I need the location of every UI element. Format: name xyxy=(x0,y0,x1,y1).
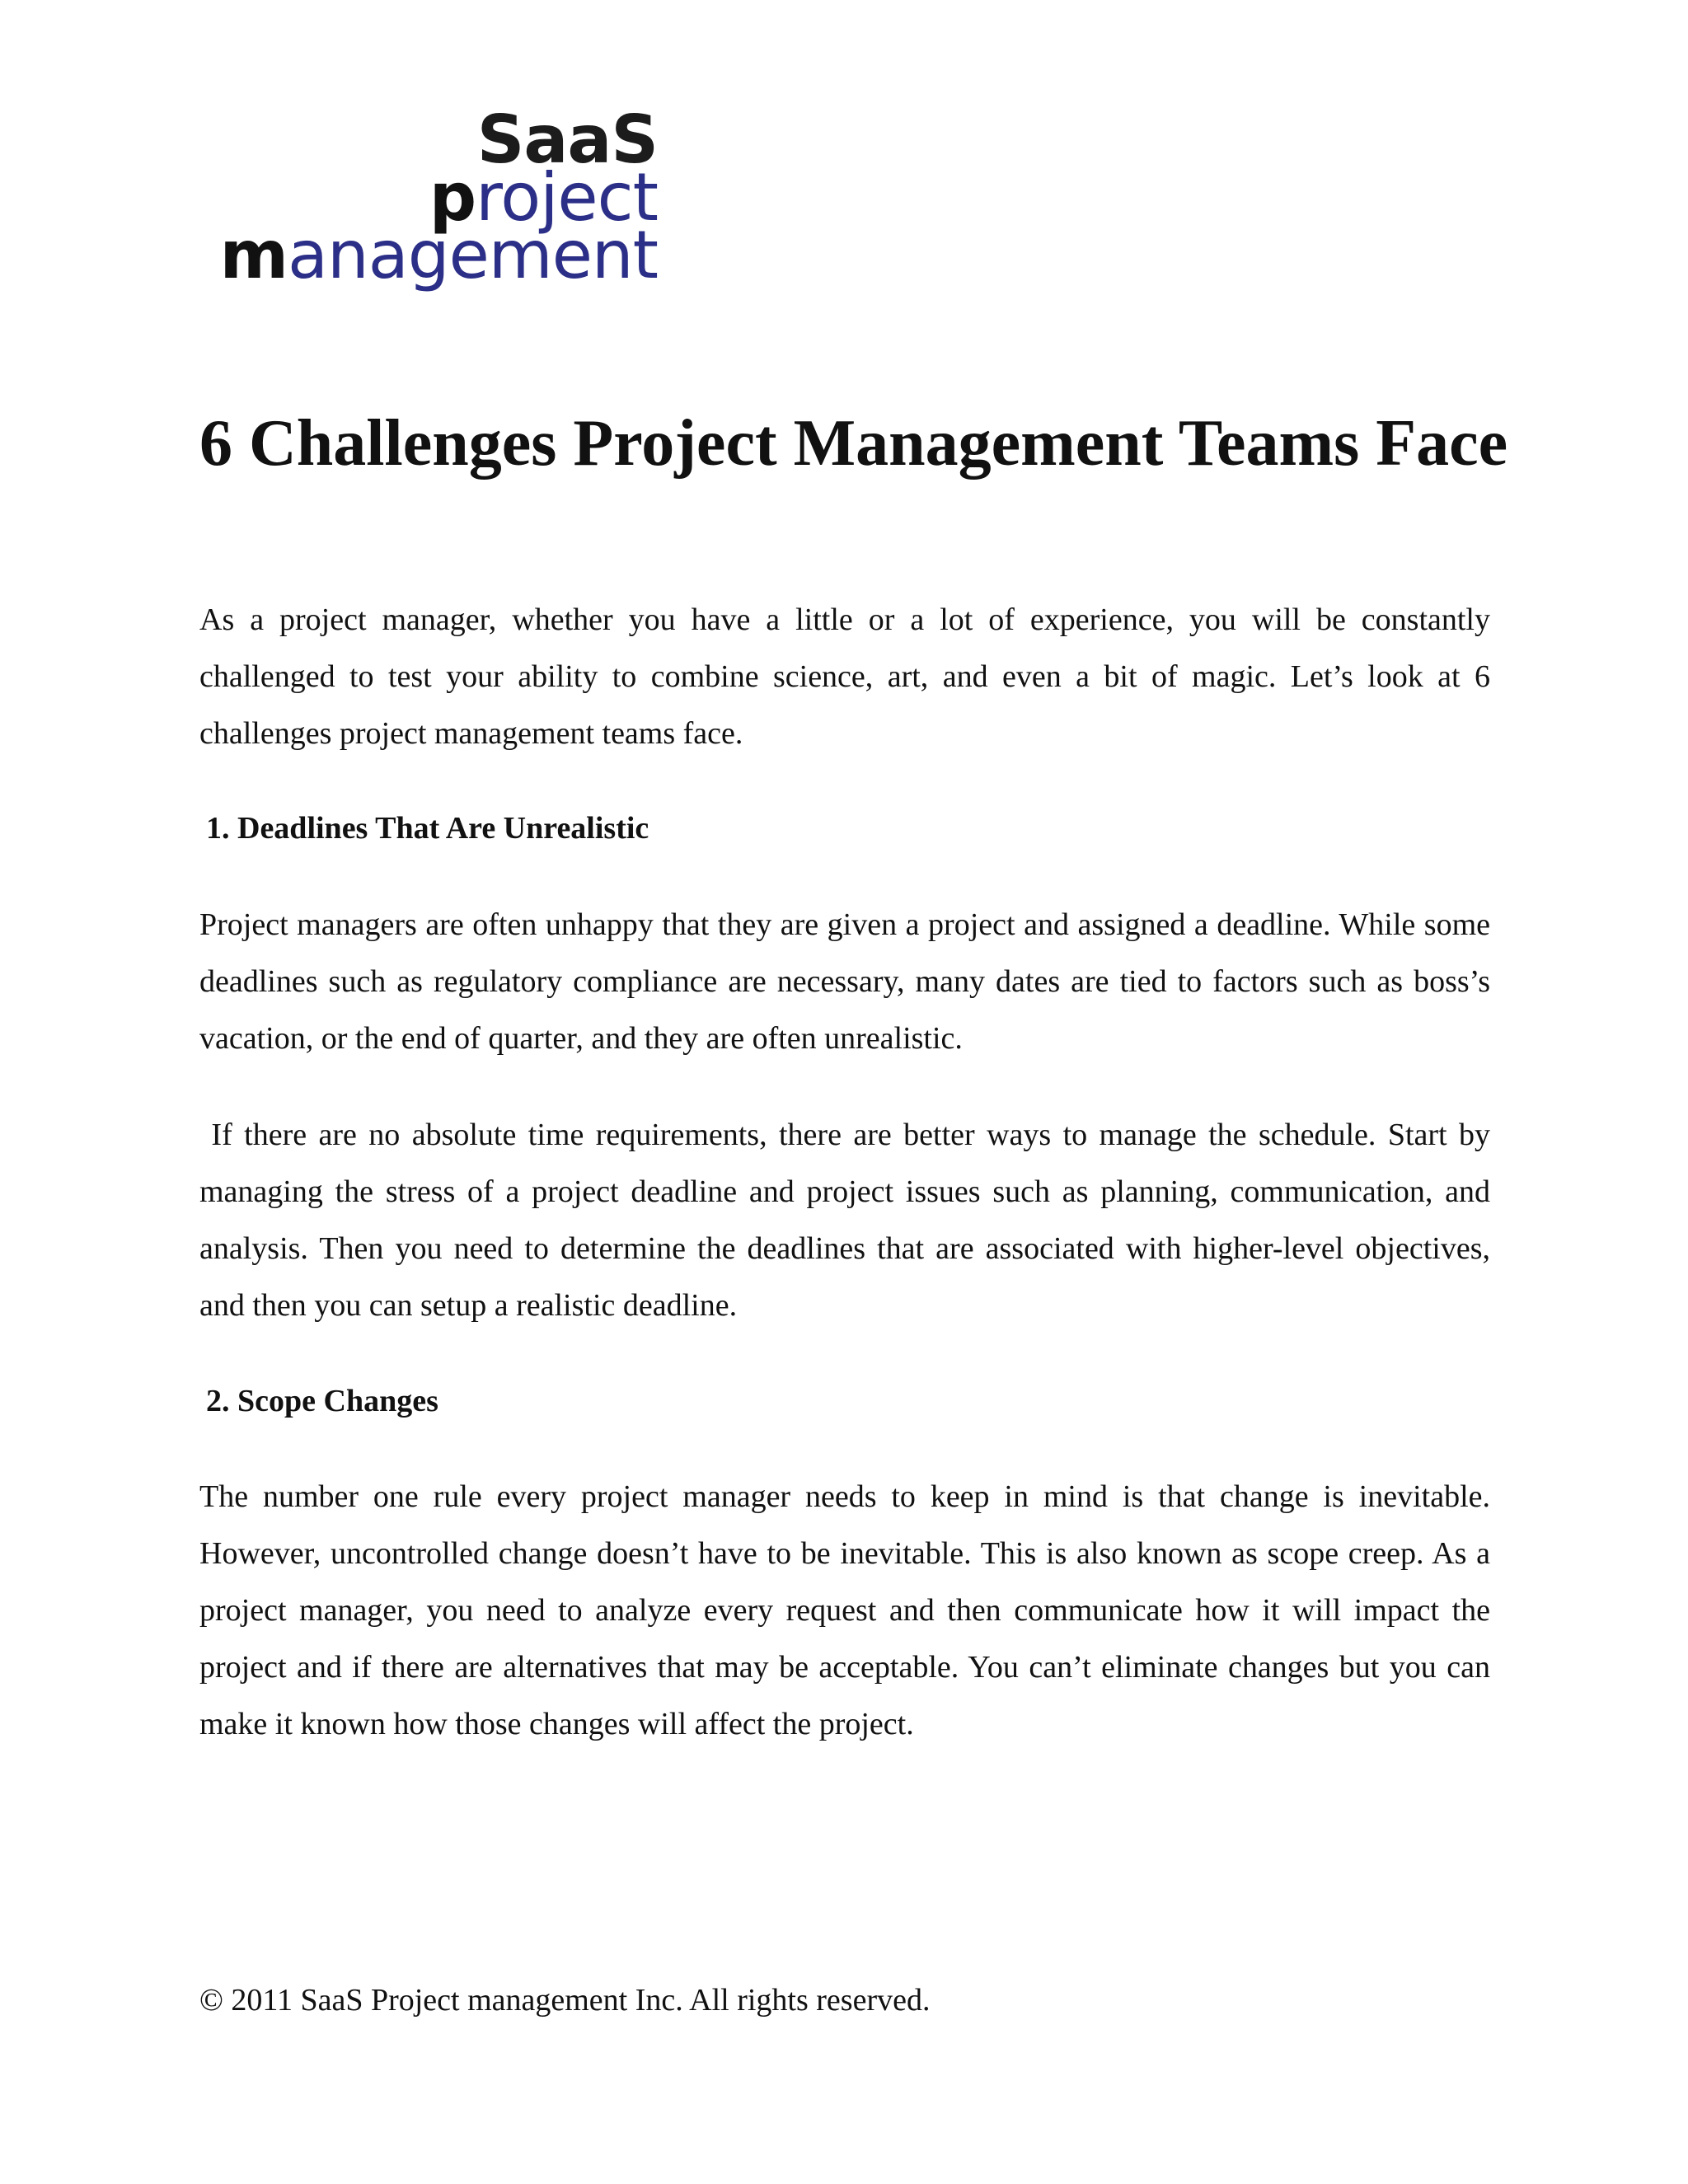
copyright-footer: © 2011 SaaS Project management Inc. All rights reserved. xyxy=(199,1983,931,2018)
logo-letter-p: p xyxy=(429,159,476,236)
deadlines-paragraph-2: If there are no absolute time requirements, there are better ways to manage the schedule. Start by managing the stress of a project deadline and project issues such as planning, communication, and analysis. Then you need to determine the deadlines that are associated with higher-level objectives, and then you can setup a realistic deadline. xyxy=(199,1118,1498,1323)
section-heading-scope-changes: 2. Scope Changes xyxy=(206,1384,438,1418)
logo-word-project-rest: roject xyxy=(476,159,658,236)
intro-paragraph: As a project manager, whether you have a little or a lot of experience, you will be constantly challenged to test your ability to combine science, art, and even a bit of magic. Let’s look at 6 challenges project management teams face. xyxy=(199,602,1490,751)
logo-word-management-rest: anagement xyxy=(288,217,658,293)
logo-line-saas: SaaS xyxy=(476,101,658,178)
page-title: 6 Challenges Project Management Teams Face xyxy=(199,407,1508,480)
scope-changes-paragraph: The number one rule every project manager needs to keep in mind is that change is inevitable. However, uncontrolled change doesn’t have to be inevitable. This is also known as scope creep. As a project manager, you need to analyze every request and then communicate how it will impact the project and if there are alternatives that may be acceptable. You can’t eliminate changes but you can make it known how those changes will affect the project. xyxy=(199,1479,1490,1741)
logo-line-management xyxy=(219,217,658,293)
deadlines-paragraph-1: Project managers are often unhappy that they are given a project and assigned a deadline. While some deadlines such as regulatory compliance are necessary, many dates are tied to factors such as boss’s vacation, or the end of quarter, and they are often unrealistic. xyxy=(199,907,1490,1056)
company-logo xyxy=(219,101,658,297)
section-heading-deadlines: 1. Deadlines That Are Unrealistic xyxy=(206,811,649,846)
logo-letter-m: m xyxy=(219,217,288,293)
